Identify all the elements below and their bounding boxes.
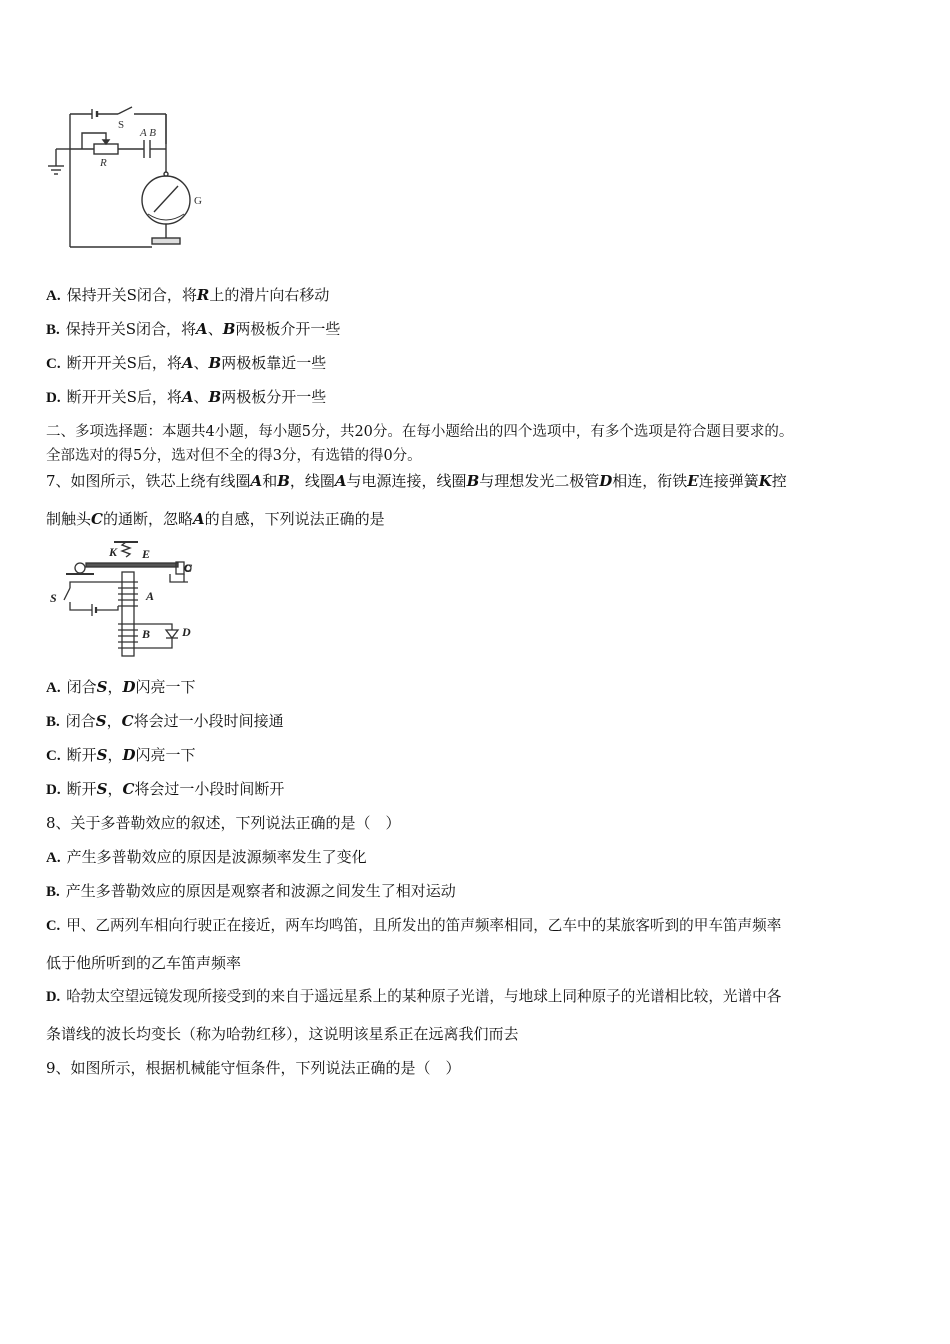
section2-heading-line1: 二、多项选择题：本题共4小题，每小题5分，共20分。在每小题给出的四个选项中，有多个选项是符合题目要求的。 <box>46 424 794 440</box>
q6-option-b: B. 保持开关S闭合，将A、B两极板介开一些 <box>46 320 341 338</box>
q6-option-c: C. 断开开关S后，将A、B两极板靠近一些 <box>46 354 327 372</box>
q7-option-b: B. 闭合S，C将会过一小段时间接通 <box>46 712 284 730</box>
q7-stem-line1: 7、如图所示，铁芯上绕有线圈A和B，线圈A与电源连接，线圈B与理想发光二极管D相连，衔铁E连接弹簧K控 <box>46 472 787 490</box>
q8-option-c-line1: C. 甲、乙两列车相向行驶正在接近，两车均鸣笛，且所发出的笛声频率相同，乙车中的某旅客听到的甲车笛声频率 <box>46 917 782 934</box>
q8-option-b: B. 产生多普勒效应的原因是观察者和波源之间发生了相对运动 <box>46 882 456 900</box>
q6-option-d: D. 断开开关S后，将A、B两极板分开一些 <box>46 388 327 406</box>
circuit-figure-relay <box>46 538 206 662</box>
armature-label: E <box>142 547 151 561</box>
spring-label: K <box>109 545 118 559</box>
q8-option-a: A. 产生多普勒效应的原因是波源频率发生了变化 <box>46 848 367 866</box>
q8-option-c-line2: 低于他所听到的乙车笛声频率 <box>46 954 242 972</box>
q8-option-d-line1: D. 哈勃太空望远镜发现所接受到的来自于遥远星系上的某种原子光谱，与地球上同种原子的光谱相比较，光谱中各 <box>46 988 782 1005</box>
q7-stem-line2: 制触头C的通断，忽略A的自感，下列说法正确的是 <box>46 510 385 528</box>
coil-b-label: B <box>142 627 151 641</box>
galvanometer-label: G <box>194 195 202 207</box>
coil-a-label: A <box>146 589 155 603</box>
resistor-label: R <box>100 157 107 169</box>
q7-option-d: D. 断开S，C将会过一小段时间断开 <box>46 780 285 798</box>
section2-heading-line2: 全部选对的得5分，选对但不全的得3分，有选错的得0分。 <box>46 448 422 464</box>
q6-option-a: A. 保持开关S闭合，将R上的滑片向右移动 <box>46 286 330 304</box>
circuit-figure-capacitor <box>44 100 214 255</box>
switch-label: S <box>118 119 125 131</box>
contact-label: C <box>184 561 193 575</box>
q8-option-d-line2: 条谱线的波长均变长（称为哈勃红移），这说明该星系正在远离我们而去 <box>46 1025 519 1043</box>
diode-label: D <box>182 625 191 639</box>
q7-option-c: C. 断开S，D闪亮一下 <box>46 746 196 764</box>
q7-option-a: A. 闭合S，D闪亮一下 <box>46 678 196 696</box>
switch-s-label: S <box>50 591 57 605</box>
q9-stem: 9、如图所示，根据机械能守恒条件，下列说法正确的是（ ） <box>46 1059 461 1077</box>
plates-label: A B <box>140 127 156 139</box>
q8-stem: 8、关于多普勒效应的叙述，下列说法正确的是（ ） <box>46 814 401 832</box>
